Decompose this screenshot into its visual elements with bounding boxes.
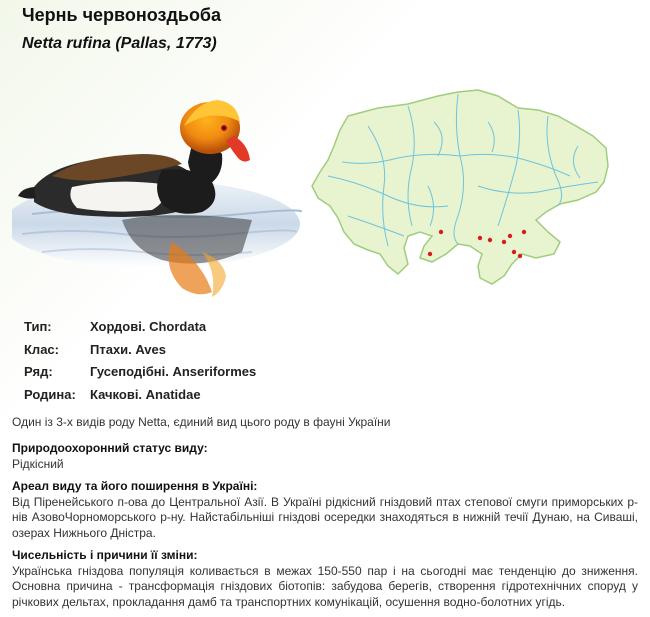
status-section — [12, 441, 638, 472]
taxonomy-value: Гусеподібні. Anseriformes — [90, 364, 257, 379]
description-text: Один із 3-х видів роду Netta, єдиний вид цього роду в фауні України — [12, 415, 391, 429]
population-section — [12, 548, 638, 610]
taxonomy-value: Хордові. Chordata — [90, 319, 207, 334]
taxonomy-value: Птахи. Aves — [90, 341, 166, 357]
population-heading: Чисельність і причини її зміни: — [12, 548, 198, 562]
range-text: Від Піренейського п-ова до Центральної Азії. В Україні рідкісний гніздовий птах степової смуги приморських р-нів АзовоЧорноморського р-ну. Найстабільніші гніздові осередки знаходяться в нижній течії Дунаю, на Сиваші, озерах Нижнього Дністра. — [12, 494, 638, 540]
range-section — [12, 479, 638, 541]
page-title: Чернь червоноздьоба — [22, 5, 222, 25]
taxonomy-row — [24, 319, 256, 342]
taxonomy-table — [24, 319, 256, 409]
taxonomy-key: Тип: — [24, 319, 52, 334]
status-heading: Природоохоронний статус виду: — [12, 441, 208, 455]
taxonomy-key: Ряд: — [24, 364, 53, 379]
range-heading: Ареал виду та його поширення в Україні: — [12, 479, 258, 493]
latin-name: Netta rufina (Pallas, 1773) — [22, 35, 217, 52]
range-map — [308, 86, 614, 290]
taxonomy-key: Родина: — [24, 386, 76, 402]
status-value: Рідкісний — [12, 456, 64, 471]
taxonomy-row — [24, 342, 256, 365]
duck-illustration — [12, 92, 302, 304]
taxonomy-row — [24, 387, 256, 410]
description — [12, 415, 638, 431]
taxonomy-row — [24, 364, 256, 387]
taxonomy-key: Клас: — [24, 341, 59, 357]
taxonomy-value: Качкові. Anatidae — [90, 386, 201, 402]
population-text: Українська гніздова популяція коливається в межах 150-550 пар і на сьогодні має тенденцію до зниження. Основна причина - трансформація гніздових біотопів: забудова берегів, створення гідротехнічних споруд у річкових дельтах, прокладання дамб та транспортних комунікацій, осушення водно-болотних угідь. — [12, 563, 638, 609]
